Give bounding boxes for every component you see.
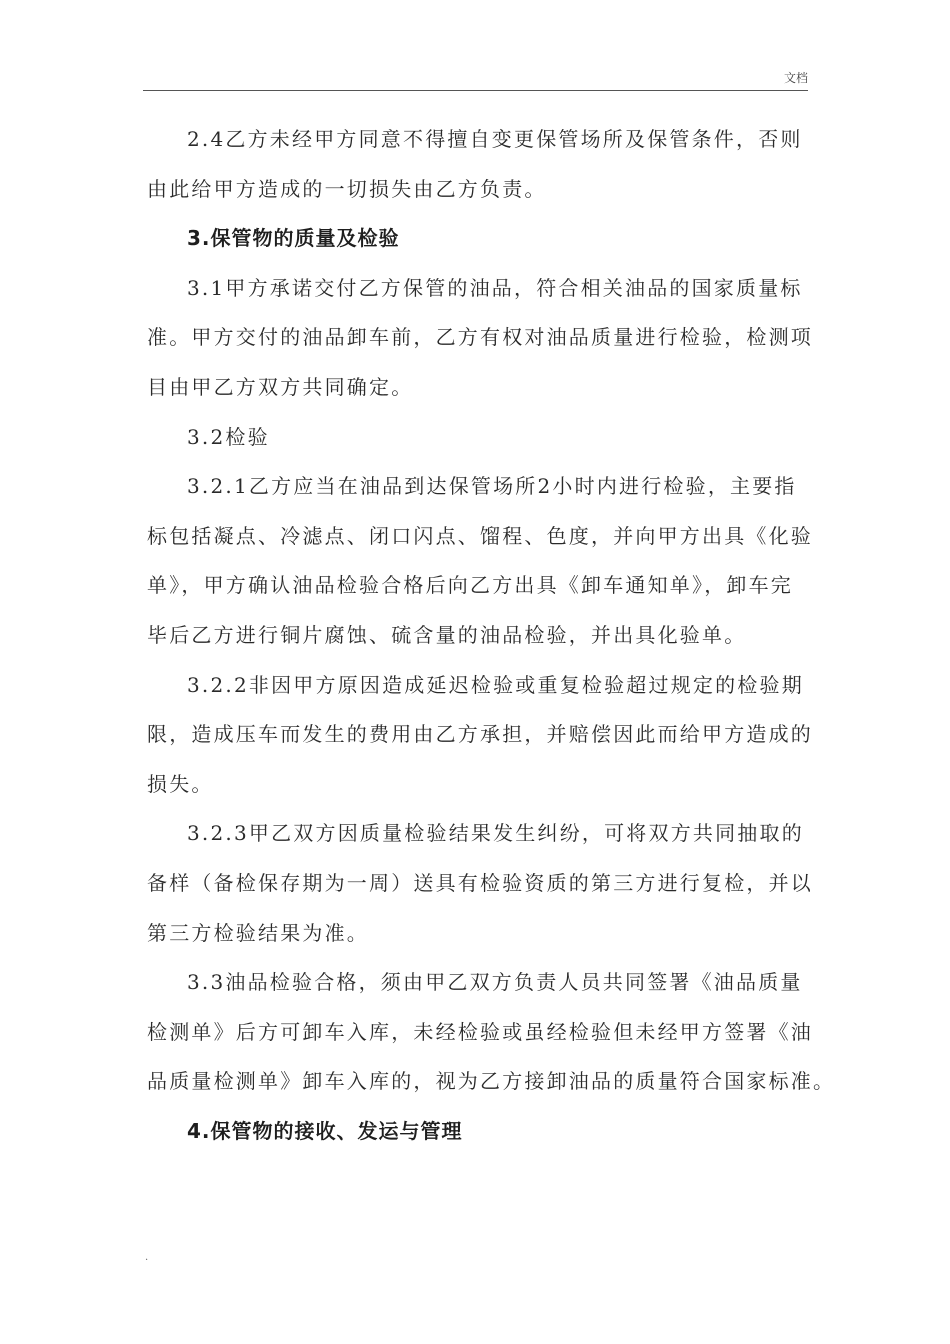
section-heading-4: 4.保管物的接收、发运与管理	[187, 1118, 463, 1143]
section-heading-3: 3.保管物的质量及检验	[187, 226, 400, 251]
clause-3-2-2	[147, 661, 813, 810]
text-line: 标包括凝点、冷滤点、闭口闪点、馏程、色度，并向甲方出具《化验	[147, 523, 813, 548]
text-line: 3.3油品检验合格，须由甲乙双方负责人员共同签署《油品质量	[187, 970, 803, 995]
footer-mark: .	[145, 1252, 149, 1263]
text-line: 第三方检验结果为准。	[147, 920, 369, 945]
clause-3-2	[147, 413, 807, 463]
text-line: 3.2.1乙方应当在油品到达保管场所2小时内进行检验，主要指	[187, 474, 797, 499]
text-line: 品质量检测单》卸车入库的，视为乙方接卸油品的质量符合国家标准。	[147, 1069, 836, 1094]
text-line: 检测单》后方可卸车入库，未经检验或虽经检验但未经甲方签署《油	[147, 1019, 813, 1044]
text-line: 3.2.3甲乙双方因质量检验结果发生纠纷，可将双方共同抽取的	[187, 821, 804, 846]
clause-3-3	[147, 958, 836, 1107]
text-line: 目由甲乙方双方共同确定。	[147, 374, 414, 399]
text-line: 损失。	[147, 771, 214, 796]
clause-3-2-1	[147, 462, 813, 660]
clause-3-1	[147, 264, 813, 413]
text-line: 单》，甲方确认油品检验合格后向乙方出具《卸车通知单》，卸车完	[147, 573, 793, 598]
header-divider	[143, 90, 808, 91]
text-line: 毕后乙方进行铜片腐蚀、硫含量的油品检验，并出具化验单。	[147, 622, 747, 647]
document-body	[147, 115, 836, 1156]
text-line: 2.4乙方未经甲方同意不得擅自变更保管场所及保管条件，否则	[187, 127, 803, 151]
clause-2-4	[147, 115, 807, 214]
text-line: 3.1甲方承诺交付乙方保管的油品，符合相关油品的国家质量标	[187, 275, 803, 300]
page-header-label: 文档	[783, 71, 808, 85]
text-line: 3.2.2非因甲方原因造成延迟检验或重复检验超过规定的检验期	[187, 672, 804, 697]
clause-3-2-3	[147, 809, 813, 958]
text-line: 准。甲方交付的油品卸车前，乙方有权对油品质量进行检验，检测项	[147, 325, 813, 350]
text-line: 限，造成压车而发生的费用由乙方承担，并赔偿因此而给甲方造成的	[147, 722, 813, 747]
text-line: 由此给甲方造成的一切损失由乙方负责。	[147, 176, 547, 201]
text-line: 3.2检验	[187, 424, 270, 449]
text-line: 备样（备检保存期为一周）送具有检验资质的第三方进行复检，并以	[147, 870, 813, 895]
